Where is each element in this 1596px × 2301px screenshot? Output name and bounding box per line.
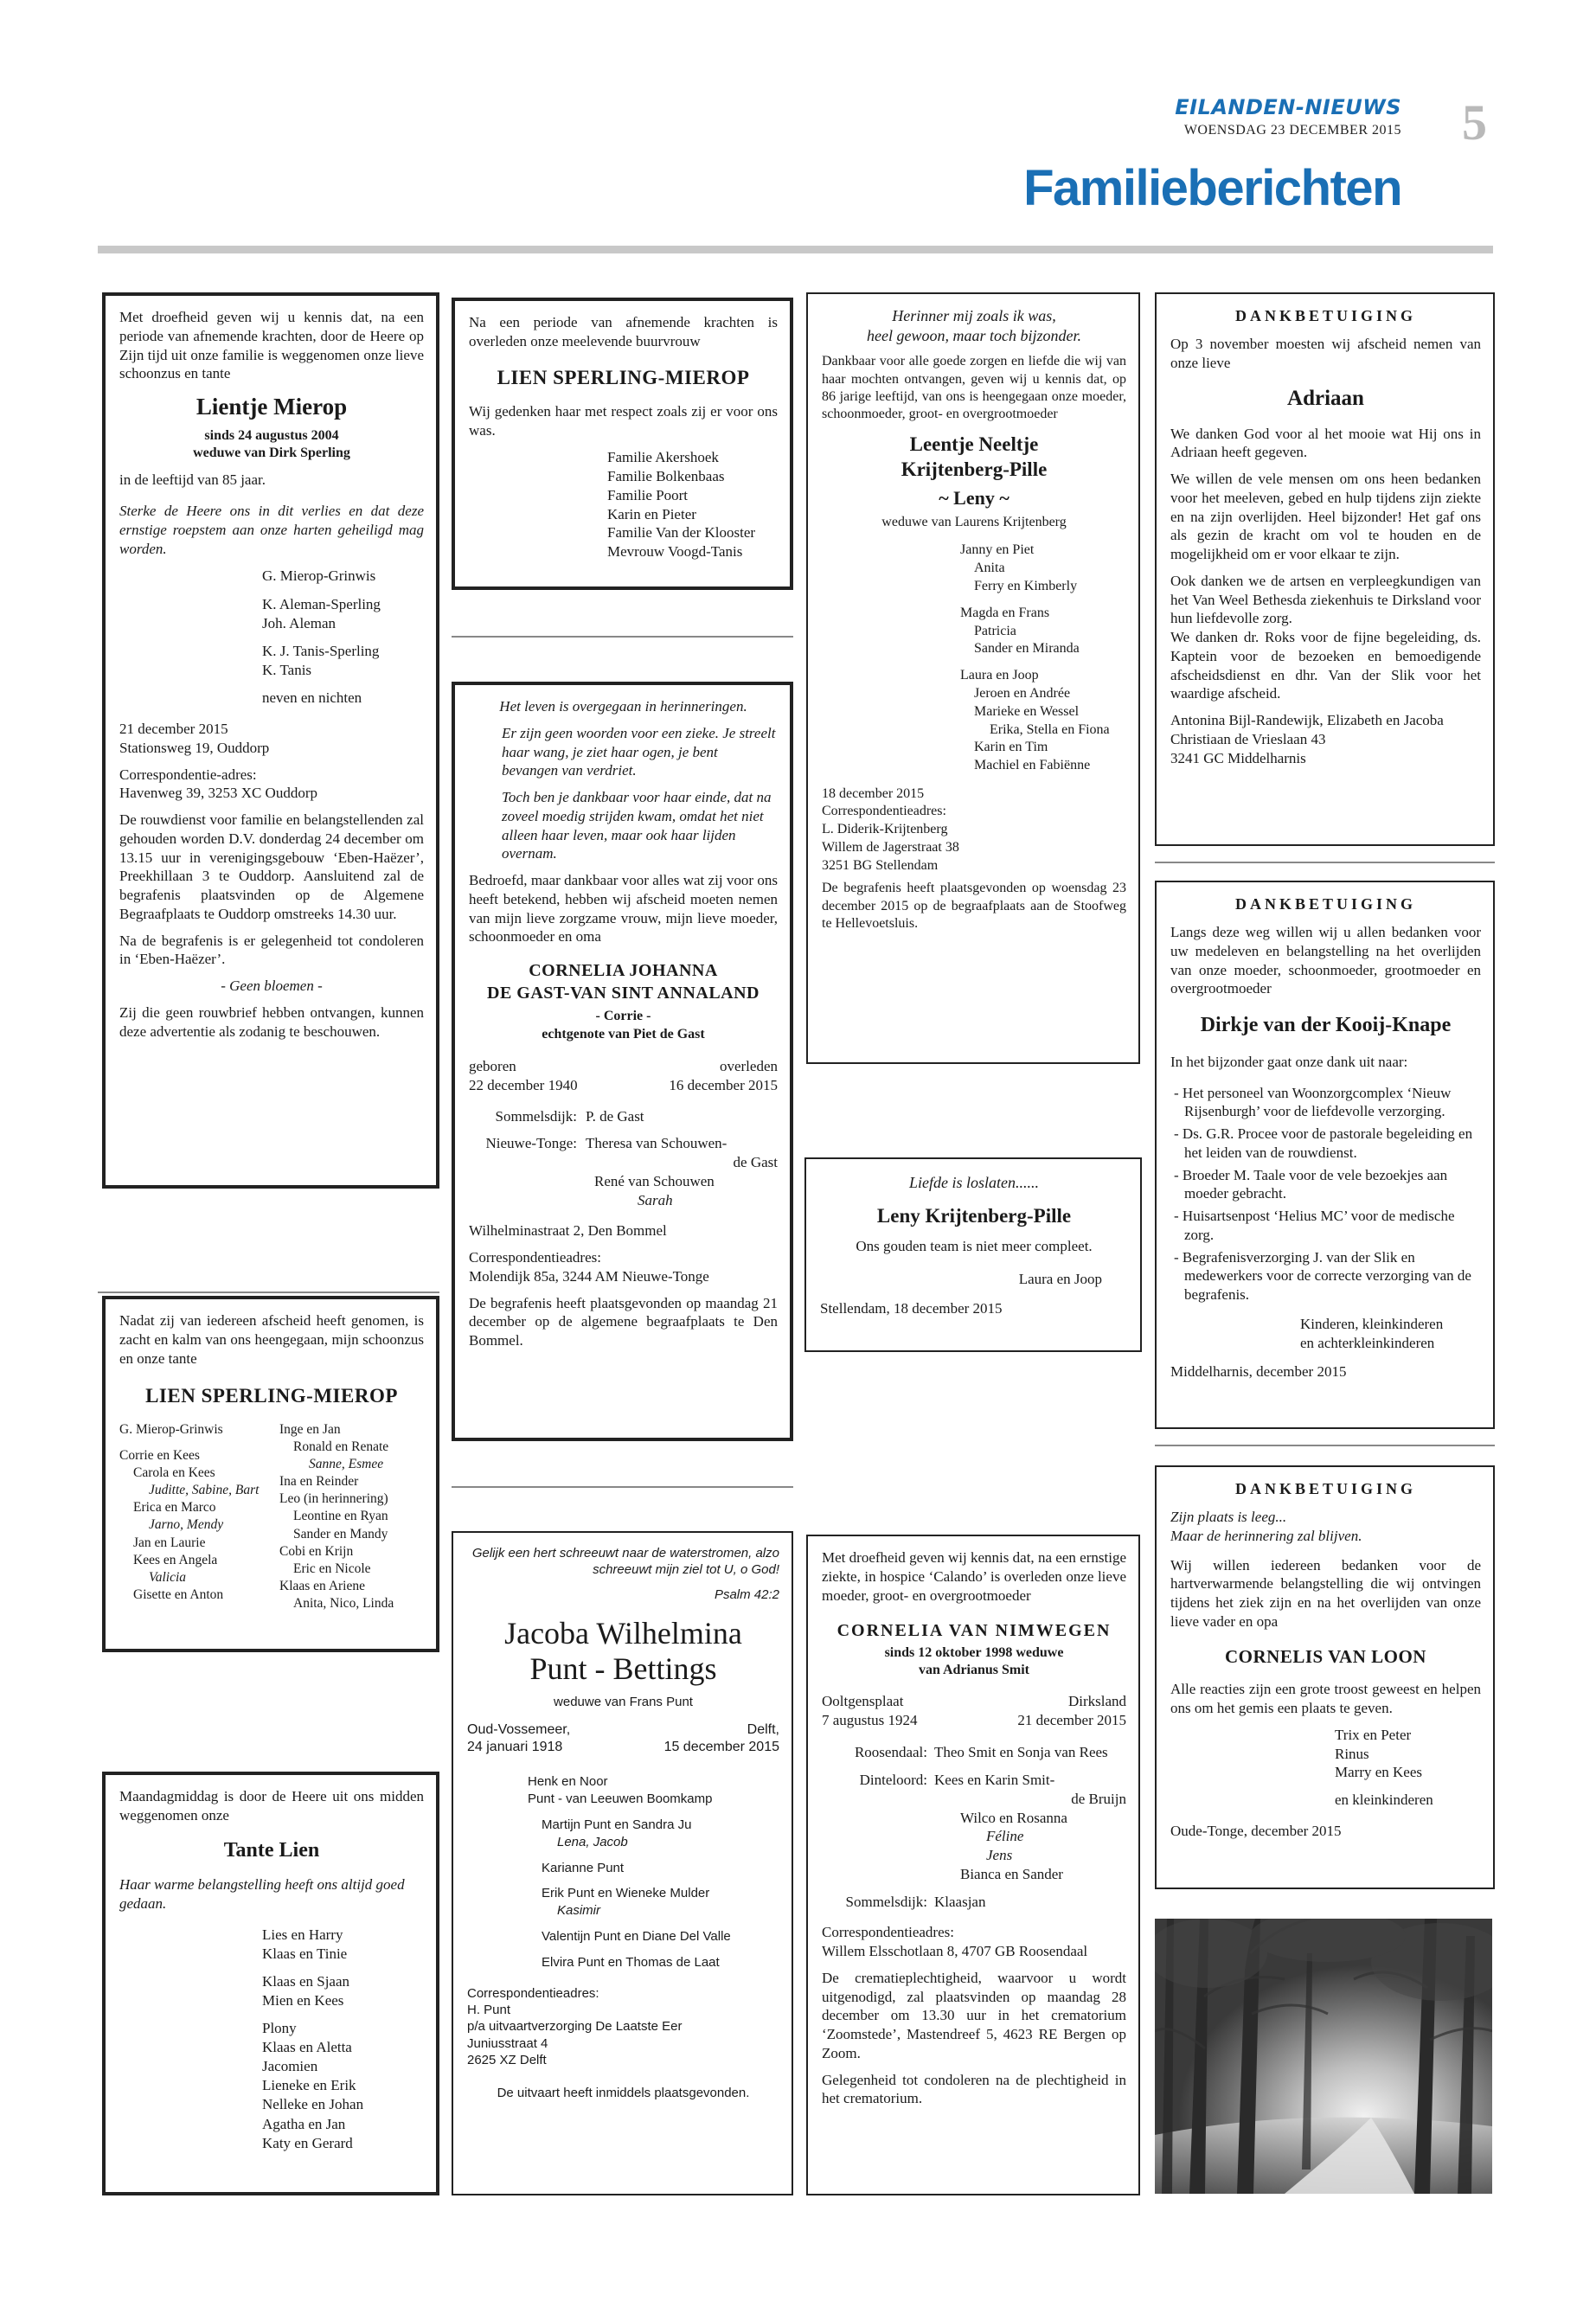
signer: Klaas en Sjaan	[262, 1972, 350, 1990]
ad-header: DANKBETUIGING	[1234, 1480, 1417, 1497]
family-member: Kees en Angela	[133, 1552, 218, 1567]
signer: Agatha en Jan	[262, 2115, 346, 2132]
divider	[1155, 1445, 1495, 1446]
age: in de leeftijd van 85 jaar.	[119, 471, 266, 489]
paragraph: Ook danken we de artsen en verpleegkundigen van het Van Weel Bethesda ziekenhuis te Dirksland voor hun liefdevolle zorg.	[1170, 572, 1481, 627]
place-label: Roosendaal:	[854, 1744, 927, 1761]
corr-line: H. Punt	[467, 2002, 511, 2017]
family-member: Kasimir	[557, 1903, 601, 1919]
family-member: Corrie en Kees	[119, 1447, 200, 1463]
family-name: Theo Smit en Sonja van Rees	[934, 1744, 1108, 1761]
verse: heel gewoon, maar toch bijzonder.	[867, 327, 1081, 345]
ad-intro: Met droefheid geven wij u kennis dat, na een periode van afnemende krachten, door de Heere op Zijn tijd uit onze familie is weggenomen onze lieve schoonzus en tante	[119, 309, 424, 382]
grandchild: Wilco en Rosanna	[960, 1809, 1067, 1826]
corr-label: Correspondentieadres:	[469, 1249, 601, 1266]
thanks-item: - Begrafenisverzorging J. van der Slik en medewerkers voor de correcte verzorging van de begrafenis.	[1174, 1248, 1471, 1303]
signer: Trix en Peter	[1335, 1726, 1412, 1743]
dates	[469, 1076, 778, 1095]
great-grandchild: Féline	[986, 1828, 1024, 1845]
paragraph: We willen de vele mensen om ons heen bedanken voor het meeleven, gebed en hulp tijdens zijn ziekte en na zijn overlijden. Heel bijzonder! Het gaf ons als gezin de kracht om vol te houden en de mogelijkheid om er voor elkaar te zijn.	[1170, 471, 1481, 563]
family-member: Laura en Joop	[960, 668, 1039, 683]
signer: en kleinkinderen	[1335, 1791, 1433, 1809]
section-title: Familieberichten	[1023, 160, 1401, 216]
signer: K. J. Tanis-Sperling	[262, 642, 380, 659]
deceased-name-2: DE GAST-VAN SINT ANNALAND	[487, 983, 760, 1003]
ad-header: DANKBETUIGING	[1234, 895, 1417, 913]
spacer	[262, 633, 424, 642]
corr-label: Correspondentieadres:	[822, 804, 946, 819]
spacer	[119, 1439, 264, 1447]
deceased-name-2: Punt - Bettings	[529, 1650, 717, 1686]
family-member: Sander en Miranda	[974, 641, 1080, 657]
widow-of: weduwe van Frans Punt	[554, 1695, 693, 1710]
family-member: Jeroen en Andrée	[974, 686, 1071, 702]
signer: Kinderen, kleinkinderen	[1300, 1315, 1444, 1332]
great-grandchild: Jens	[986, 1847, 1013, 1864]
deceased-name: CORNELIA VAN NIMWEGEN	[836, 1621, 1112, 1641]
obituary-cornelia-van-nimwegen	[806, 1535, 1140, 2195]
forest-photo	[1155, 1919, 1492, 2194]
corr-address: Molendijk 85a, 3244 AM Nieuwe-Tonge	[469, 1267, 709, 1285]
places	[467, 1721, 779, 1739]
family-member: Leo (in herinnering)	[279, 1491, 388, 1507]
spacer	[528, 1808, 779, 1817]
signer: Joh. Aleman	[262, 614, 336, 631]
place-label: Nieuwe-Tonge:	[485, 1135, 577, 1152]
thanks-item: - Ds. G.R. Procee voor de pastorale begeleiding en het leiden van de rouwdienst.	[1174, 1125, 1473, 1161]
family-member: Juditte, Sabine, Bart	[149, 1483, 260, 1498]
note: De uitvaart heeft inmiddels plaatsgevonden.	[497, 2085, 750, 2100]
corr-line: L. Diderik-Krijtenberg	[822, 821, 948, 836]
died-date: 16 december 2015	[669, 1076, 778, 1093]
place-label: Sommelsdijk:	[845, 1893, 927, 1910]
address: Stationsweg 19, Ouddorp	[119, 739, 270, 756]
since-date: sinds 24 augustus 2004	[204, 427, 339, 443]
ad-intro: Na een periode van afnemende krachten is overleden onze meelevende buurvrouw	[469, 314, 778, 349]
death-place: Delft,	[747, 1721, 779, 1737]
signer: Klaas en Tinie	[262, 1945, 348, 1962]
thanks-cornelis-van-loon	[1155, 1465, 1495, 1889]
signer: K. Aleman-Sperling	[262, 595, 381, 612]
widow-of: weduwe van Laurens Krijtenberg	[881, 514, 1067, 529]
note: De begrafenis heeft plaatsgevonden op maandag 21 december op de algemene begraafplaats te Den Bommel.	[469, 1294, 778, 1349]
family-member: Elvira Punt en Thomas de Laat	[542, 1954, 720, 1970]
signer: Lieneke en Erik	[262, 2077, 356, 2094]
family-member: Ferry en Kimberly	[974, 579, 1078, 594]
condolence-info: Gelegenheid tot condoleren na de plechtigheid in het crematorium.	[822, 2071, 1126, 2107]
family-member: Cobi en Krijn	[279, 1543, 354, 1559]
died-date: 15 december 2015	[663, 1740, 779, 1754]
obituary-lientje-mierop	[102, 292, 439, 1189]
family-member: Leontine en Ryan	[293, 1509, 388, 1524]
family-member: Valicia	[149, 1569, 187, 1585]
corr-line: 3251 BG Stellendam	[822, 857, 939, 873]
deceased-name: Jacoba Wilhelmina	[504, 1615, 742, 1650]
obituary-leny-krijtenberg	[806, 292, 1140, 1064]
dates	[822, 1711, 1126, 1730]
family-member: Eric en Nicole	[293, 1561, 371, 1576]
signers	[1170, 1726, 1481, 1810]
death-place: Dirksland	[1067, 1692, 1126, 1709]
thanks-item: - Huisartsenpost ‘Helius MC’ voor de medische zorg.	[1174, 1208, 1455, 1243]
thanks-adriaan	[1155, 292, 1495, 846]
divider	[452, 1486, 793, 1488]
place-label: Dinteloord:	[859, 1772, 927, 1789]
thanks-list	[1170, 1084, 1481, 1304]
family-member: Erik Punt en Wieneke Mulder	[542, 1886, 710, 1901]
ad-intro: Nadat zij van iedereen afscheid heeft genomen, is zacht en kalm van ons heengegaan, mijn schoonzus en onze tante	[119, 1312, 424, 1367]
date: 18 december 2015	[822, 786, 925, 801]
obituary-corrie-de-gast	[452, 682, 793, 1441]
signers	[119, 567, 424, 708]
deceased-name: Lientje Mierop	[195, 394, 348, 420]
deceased-name: Tante Lien	[223, 1838, 320, 1862]
family-member: Magda en Frans	[960, 605, 1050, 620]
deceased-name: Leentje Neeltje	[909, 433, 1039, 455]
corr-address: Havenweg 39, 3253 XC Ouddorp	[119, 785, 317, 802]
newspaper-logo: EILANDEN-NIEUWS	[1175, 95, 1401, 119]
family-member: Ina en Reinder	[279, 1474, 359, 1490]
forest-image	[1155, 1919, 1492, 2194]
corr-line: Willem de Jagerstraat 38	[822, 839, 959, 855]
dates-labels	[469, 1057, 778, 1076]
family-member: Erica en Marco	[133, 1500, 216, 1516]
signer: en achterkleinkinderen	[1300, 1334, 1435, 1351]
family-row	[822, 1743, 1126, 1762]
spouse: van Adrianus Smit	[918, 1663, 1030, 1678]
obituary-jacoba-punt-bettings	[452, 1531, 793, 2195]
verse: Zijn plaats is leeg...	[1170, 1509, 1287, 1526]
cremation-info: De crematieplechtigheid, waarvoor u wordt uitgenodigd, zal plaatsvinden op maandag 28 december om 13.30 uur in het crematorium ‘Zoomstede’, Mastendreef 5, 4623 RE Bergen op Zoom.	[822, 1969, 1126, 2061]
family-member: G. Mierop-Grinwis	[119, 1421, 223, 1437]
verse: Er zijn geen woorden voor een zieke. Je streelt haar wang, je ziet haar ogen, je bent bevangen van verdriet.	[502, 724, 776, 779]
deceased-name: Adriaan	[1287, 386, 1364, 410]
corr-address: Willem Elsschotlaan 8, 4707 GB Roosendaal	[822, 1943, 1088, 1960]
divider	[1155, 862, 1495, 863]
born-date: 22 december 1940	[469, 1076, 578, 1093]
note: De begrafenis heeft plaatsgevonden op woensdag 23 december 2015 op de begraafplaats aan de Stoofweg te Hellevoetsluis.	[822, 881, 1126, 932]
family-name-cont: de Gast	[733, 1154, 778, 1171]
family-name-cont: de Bruijn	[1071, 1790, 1126, 1807]
signer: G. Mierop-Grinwis	[262, 567, 376, 585]
signer: Familie Akershoek	[607, 449, 719, 466]
obituary-lien-sperling-family	[102, 1296, 439, 1652]
paragraph: We danken God voor al het mooie wat Hij ons in Adriaan heeft gegeven.	[1170, 425, 1481, 461]
spacer	[528, 1945, 779, 1954]
top-rule	[98, 246, 1493, 253]
place-label: Sommelsdijk:	[495, 1107, 577, 1125]
no-flowers: - Geen bloemen -	[221, 977, 323, 995]
family-member: Erika, Stella en Fiona	[990, 721, 1110, 737]
condolence-info: Na de begrafenis is er gelegenheid tot condoleren in ‘Eben-Haëzer’.	[119, 932, 424, 968]
family-member: Sanne, Esmee	[309, 1456, 384, 1471]
signer: Familie Van der Klooster	[607, 524, 756, 542]
places	[822, 1692, 1126, 1711]
grandchild: Bianca en Sander	[960, 1865, 1063, 1882]
signer: Katy en Gerard	[262, 2134, 353, 2151]
verse: Maar de herinnering zal blijven.	[1170, 1527, 1362, 1544]
deceased-name: CORNELIS VAN LOON	[1225, 1645, 1426, 1667]
date: Stellendam, 18 december 2015	[820, 1299, 1003, 1317]
ad-intro: Bedroefd, maar dankbaar voor alles wat zij voor ons heeft betekend, hebben wij afscheid moeten nemen van mijn lieve zorgzame vrouw, mijn lieve moeder, schoonmoeder en oma	[469, 872, 778, 945]
signer: neven en nichten	[262, 689, 362, 706]
family-name: Klaasjan	[934, 1893, 986, 1910]
note: Zij die geen rouwbrief hebben ontvangen, kunnen deze advertentie als zodanig te beschouwen.	[119, 1003, 424, 1040]
born-label: geboren	[469, 1058, 516, 1075]
verse: Herinner mij zoals ik was,	[892, 307, 1056, 324]
widow-of: weduwe van Dirk Sperling	[193, 445, 350, 461]
service-info: De rouwdienst voor familie en belangstellenden zal gehouden worden D.V. donderdag 24 december om 13.15 uur in verenigingsgebouw ‘Eben-Haëzer’, Preekhillaan 3 te Ouddorp. Aansluitend zal de begrafenis plaatsvinden op de Algemene Begraafplaats te Ouddorp omstreeks 14.30 uur.	[119, 811, 424, 922]
family-member: Punt - van Leeuwen Boomkamp	[528, 1791, 713, 1807]
family-row	[469, 1107, 778, 1126]
signer: Jacomien	[262, 2058, 318, 2075]
verse: Haar warme belangstelling heeft ons altijd goed gedaan.	[119, 1876, 405, 1912]
signers	[119, 1926, 424, 2153]
since-date: sinds 12 oktober 1998 weduwe	[884, 1644, 1064, 1660]
family-member: Martijn Punt en Sandra Ju	[542, 1817, 692, 1833]
signer: Lies en Harry	[262, 1926, 343, 1943]
page-number: 5	[1462, 94, 1487, 151]
family-member: Jarno, Mendy	[149, 1517, 224, 1533]
signer: Mevrouw Voogd-Tanis	[607, 543, 743, 561]
signer: Nelleke en Johan	[262, 2096, 364, 2113]
corr-address	[822, 821, 1126, 875]
text: Alle reacties zijn een grote troost geweest en helpen ons om het gemis een plaats te geven.	[1170, 1681, 1481, 1717]
family-member: Gisette en Anton	[133, 1586, 224, 1602]
family-row	[469, 1134, 778, 1153]
signer: Familie Poort	[607, 486, 689, 503]
signer: K. Tanis	[262, 661, 312, 678]
signer: Rinus	[1335, 1745, 1369, 1762]
divider	[452, 636, 793, 638]
text: Ons gouden team is niet meer compleet.	[856, 1238, 1093, 1255]
grandchild: Sarah	[638, 1191, 673, 1208]
dates	[467, 1739, 779, 1756]
address: Wilhelminastraat 2, Den Bommel	[469, 1222, 667, 1240]
thanks-item: - Het personeel van Woonzorgcomplex ‘Nieuw Rijsenburgh’ voor de liefdevolle verzorging.	[1174, 1084, 1452, 1120]
family-member: Patricia	[974, 623, 1016, 638]
family-name: Theresa van Schouwen-	[586, 1135, 727, 1152]
ad-intro: Dankbaar voor alle goede zorgen en liefde die wij van haar mochten ontvangen, geven wij u kennis dat, op 86 jarige leeftijd, van ons is heengegaan onze moeder, schoonmoeder, groot- en overgrootmoeder	[822, 354, 1126, 422]
signer: Antonina Bijl-Randewijk, Elizabeth en Jacoba	[1170, 712, 1444, 729]
date: 21 december 2015	[119, 721, 228, 738]
deceased-name: CORNELIA JOHANNA	[529, 961, 718, 980]
signer: Klaas en Aletta	[262, 2039, 352, 2056]
corr-label: Correspondentieadres:	[822, 1924, 954, 1941]
thanks-item: - Broeder M. Taale voor de vele bezoekjes aan moeder gebracht.	[1174, 1166, 1448, 1202]
corr-line: p/a uitvaartverzorging De Laatste Eer	[467, 2019, 683, 2035]
family-member: Anita	[974, 561, 1005, 576]
family-row	[822, 1771, 1126, 1790]
family-list	[467, 1773, 779, 1971]
corr-label: Correspondentie-adres:	[119, 766, 257, 783]
ad-intro: Op 3 november moesten wij afscheid nemen van onze lieve	[1170, 336, 1481, 371]
corr-label: Correspondentieadres:	[467, 1985, 599, 2001]
paragraph: We danken dr. Roks voor de fijne begeleiding, ds. Kaptein voor de bezoeken en bemoedigende afscheidsdienst en dhr. Van der Slik voor het waardige afscheid.	[1170, 629, 1481, 702]
lead: In het bijzonder gaat onze dank uit naar:	[1170, 1053, 1408, 1070]
ad-intro: Met droefheid geven wij kennis dat, na een ernstige ziekte, in hospice ‘Calando’ is overleden onze lieve moeder, groot- en overgrootmoeder	[822, 1549, 1126, 1604]
deceased-name: LIEN SPERLING-MIEROP	[497, 366, 750, 388]
family-member: Jan en Laurie	[133, 1535, 206, 1550]
family-member: Janny en Piet	[960, 542, 1035, 558]
deceased-name-2: Krijtenberg-Pille	[901, 458, 1048, 481]
family-member: Carola en Kees	[133, 1465, 215, 1480]
corr-line: Juniusstraat 4	[467, 2035, 548, 2051]
spacer	[528, 1920, 779, 1928]
spacer	[262, 680, 424, 689]
signer: Mien en Kees	[262, 1992, 344, 2009]
signer: Karin en Pieter	[607, 505, 696, 522]
family-name: Kees en Karin Smit-	[934, 1772, 1055, 1789]
obituary-leny-team	[804, 1157, 1142, 1352]
born-date: 24 januari 1918	[467, 1740, 563, 1754]
date: Middelharnis, december 2015	[1170, 1363, 1347, 1381]
family-column-left	[119, 1421, 264, 1613]
died-label: overleden	[719, 1058, 778, 1075]
text: Wij gedenken haar met respect zoals zij er voor ons was.	[469, 402, 778, 439]
family-member: Lena, Jacob	[557, 1834, 628, 1849]
family-member: Karin en Tim	[974, 740, 1048, 755]
birth-place: Oud-Vossemeer,	[467, 1721, 571, 1737]
verse: Liefde is loslaten......	[909, 1174, 1039, 1191]
corr-address	[467, 2002, 779, 2069]
date: Oude-Tonge, december 2015	[1170, 1822, 1342, 1839]
spacer	[528, 1876, 779, 1885]
thanks-dirkje-van-der-kooij	[1155, 881, 1495, 1429]
signer: Laura en Joop	[1018, 1271, 1102, 1288]
verse: Toch ben je dankbaar voor haar einde, dat na zoveel moedig strijden kwam, omdat het niet alleen haar leven, maar ook haar lijden overnam.	[502, 789, 772, 862]
psalm-ref: Psalm 42:2	[714, 1587, 779, 1603]
spacer	[960, 658, 1126, 667]
family-name: René van Schouwen	[594, 1172, 715, 1189]
birth-place: Ooltgensplaat	[822, 1692, 904, 1709]
family-row	[822, 1893, 1126, 1912]
family-list	[822, 542, 1126, 775]
family-member: Anita, Nico, Linda	[293, 1596, 394, 1612]
family-member: Inge en Jan	[279, 1421, 341, 1437]
family-member: Henk en Noor	[528, 1774, 608, 1790]
deceased-name: LIEN SPERLING-MIEROP	[145, 1385, 398, 1407]
ad-intro: Wij willen iedereen bedanken voor de hartverwarmende belangstelling die wij ontvingen tijdens het ziek zijn en na het overlijden van onze lieve vader en opa	[1170, 1556, 1481, 1630]
died-date: 21 december 2015	[1017, 1711, 1126, 1728]
family-member: Machiel en Fabiënne	[974, 758, 1091, 773]
corr-line: 2625 XZ Delft	[467, 2053, 547, 2068]
family-member: Ronald en Renate	[293, 1439, 389, 1454]
deceased-name: Leny Krijtenberg-Pille	[876, 1205, 1072, 1227]
spacer	[262, 586, 424, 595]
spacer	[262, 2010, 424, 2019]
signer: Plony	[262, 2020, 297, 2037]
nickname: - Corrie -	[595, 1009, 651, 1024]
ad-intro: Maandagmiddag is door de Heere uit ons midden weggenomen onze	[119, 1788, 424, 1823]
family-member: Karianne Punt	[542, 1860, 625, 1875]
address: 3241 GC Middelharnis	[1170, 749, 1306, 766]
divider	[98, 1292, 439, 1293]
family-name: P. de Gast	[586, 1107, 644, 1125]
signers	[469, 448, 778, 561]
ad-intro: Langs deze weg willen wij u allen bedanken voor uw medeleven en belangstelling na het overlijden van onze moeder, schoonmoeder, grootmoeder en overgrootmoeder	[1170, 924, 1481, 997]
born-date: 7 augustus 1924	[822, 1711, 918, 1728]
obituary-tante-lien	[102, 1772, 439, 2195]
verse: Gelijk een hert schreeuwt naar de waterstromen, alzo schreeuwt mijn ziel tot U, o God!	[471, 1546, 779, 1578]
family-member: Klaas en Ariene	[279, 1578, 365, 1593]
family-list	[119, 1421, 424, 1613]
signer: Familie Bolkenbaas	[607, 468, 725, 485]
spacer	[960, 596, 1126, 605]
family-member: Sander en Mandy	[293, 1526, 388, 1541]
family-column-right	[279, 1421, 424, 1613]
verse: Sterke de Heere ons in dit verlies en dat deze ernstige roepstem aan onze harten geheiligd mag worden.	[119, 503, 424, 557]
verse: Het leven is overgegaan in herinneringen.	[499, 698, 747, 715]
address: Christiaan de Vrieslaan 43	[1170, 730, 1326, 747]
family-member: Marieke en Wessel	[974, 703, 1080, 719]
deceased-name: Dirkje van der Kooij-Knape	[1200, 1014, 1452, 1037]
masthead	[1038, 95, 1401, 156]
spacer	[528, 1851, 779, 1860]
nickname: ~ Leny ~	[939, 486, 1010, 509]
signer: Marry en Kees	[1335, 1764, 1423, 1781]
ad-header: DANKBETUIGING	[1234, 307, 1417, 324]
issue-date: WOENSDAG 23 DECEMBER 2015	[1183, 123, 1401, 138]
obituary-lien-sperling-neighbours	[452, 298, 793, 590]
spouse: echtgenote van Piet de Gast	[542, 1026, 705, 1042]
spacer	[262, 1964, 424, 1972]
spacer	[1335, 1782, 1481, 1791]
family-member: Valentijn Punt en Diane Del Valle	[542, 1929, 731, 1945]
